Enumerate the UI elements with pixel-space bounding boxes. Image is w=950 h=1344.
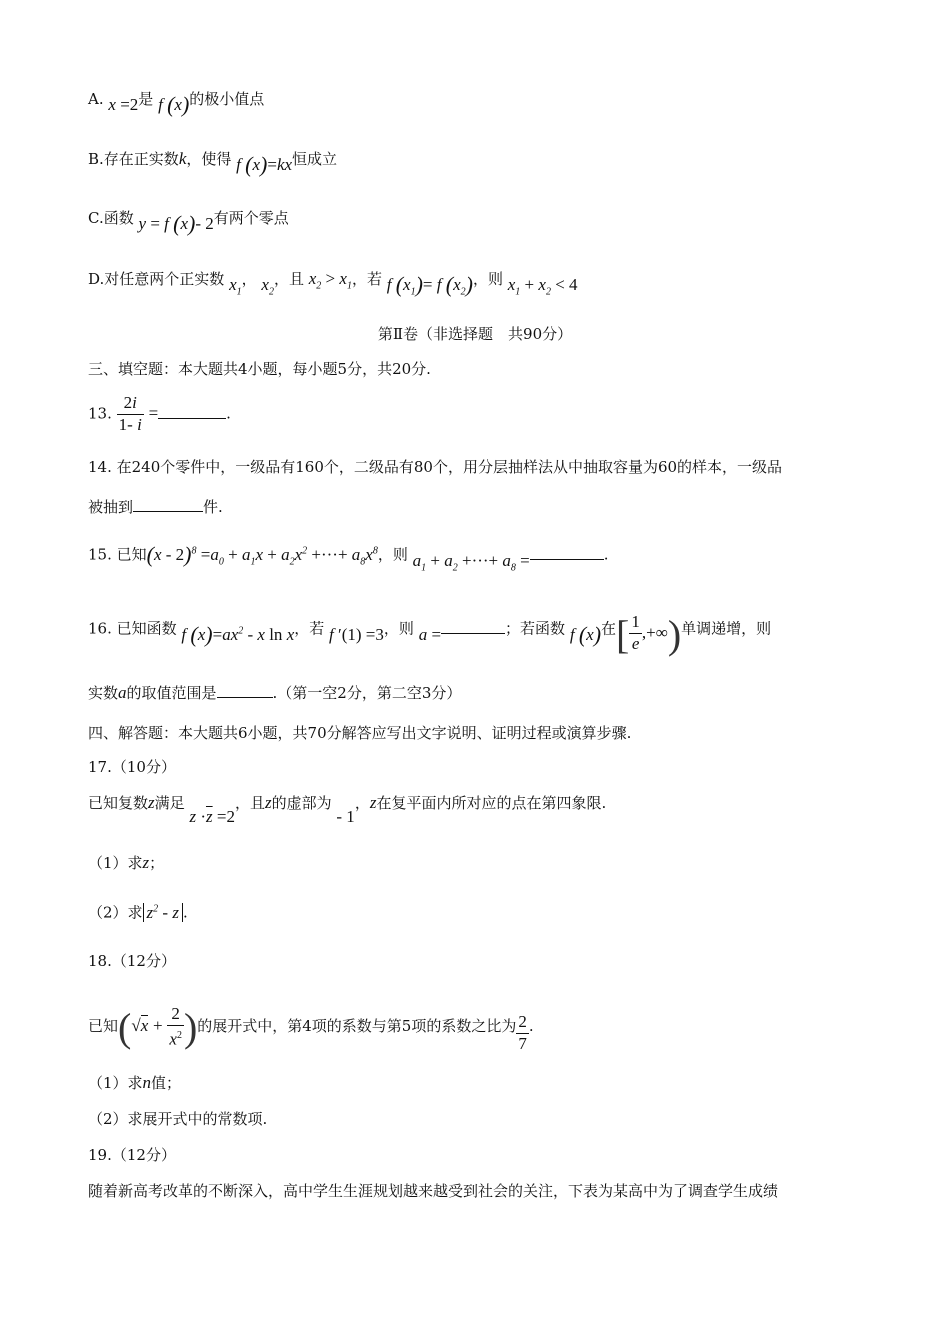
option-a: A. x =2是 f (x)的极小值点 [88, 90, 265, 117]
answer-blank[interactable] [158, 404, 226, 419]
math-fprime-1-eq-3: f ′(1) =3 [329, 624, 384, 644]
math-x1-plus-x2-lt-4: $x_1 + x_2 < 4$ [507, 275, 578, 298]
question-16-line2: 实数a的取值范围是 .（第一空2分，第二空3分） [88, 683, 462, 702]
option-b: B.存在正实数k，使得 f (x)=kx恒成立 [88, 149, 338, 177]
math-y-fx-minus-2: y = f (x)- 2 [138, 211, 214, 236]
math-fx1-eq-fx2: f $(x_1)= f$ $(x_2)$ [386, 272, 473, 298]
answer-blank[interactable] [530, 545, 604, 560]
math-fx-eq-ax2-minus-xlnx: f $(x)=ax^2 - x$ ln x [181, 621, 295, 647]
section-4-heading: 四、解答题：本大题共6小题，共70分解答应写出文字说明、证明过程或演算步骤. [88, 724, 632, 742]
math-fx-eq-kx: f (x)=kx [236, 152, 293, 177]
answer-blank[interactable] [133, 497, 203, 512]
question-18-header: 18.（12分） [88, 952, 176, 970]
math-fx: f (x) [158, 92, 190, 117]
math-sum-a1-to-a8: $a_1 + a_2$ +···+ $a_8$ = [412, 550, 530, 574]
section-3-heading: 三、填空题：本大题共4小题，每小题5分，共20分. [88, 360, 431, 378]
math-abs-z2-minus-z: $z^2$ - z [143, 903, 183, 922]
math-z-zbar-eq-2: $z \cdot\overline{z} =2$ [189, 807, 235, 826]
math-binomial-expansion: $(x - 2)^8 =a_0 + a_1x + a_2x^2$ +···+ $a_8x^8$ [146, 541, 378, 568]
question-17-body: 已知复数z满足 $z \cdot\overline{z} =2$，且z的虚部为 - 1，z在复平面内所对应的点在第四象限. [88, 793, 607, 826]
question-17-part2: （2）求 $z^2$ - z . [88, 902, 188, 922]
math-x2: $x_2$ [261, 275, 274, 298]
math-fraction-2i-over-1-minus-i: $\frac{2i}{1- i}$ [118, 393, 142, 434]
question-13: 13. $\frac{2i}{1- i}$ = . [88, 393, 231, 434]
question-19-line1: 随着新高考改革的不断深入，高中学生生涯规划越来越受到社会的关注，下表为某高中为了调查学生成绩 [88, 1182, 779, 1200]
question-19-header: 19.（12分） [88, 1146, 176, 1164]
answer-blank[interactable] [217, 683, 273, 698]
option-c: C.函数 y = f (x)- 2有两个零点 [88, 209, 289, 236]
section-ii-title: 第Ⅱ卷（非选择题 共90分） [377, 325, 573, 343]
question-17-part1: （1）求z； [88, 853, 165, 872]
math-x1: $x_1$ [229, 275, 242, 298]
math-a-eq: a = [418, 624, 442, 644]
answer-blank[interactable] [441, 619, 505, 634]
math-x-eq-2: x =2 [108, 95, 139, 114]
math-minus-1: - 1 [336, 807, 355, 826]
math-interval-1-over-e-to-inf: [ $\frac{1}{e}$ ,+∞) [616, 611, 682, 657]
math-sqrtx-plus-2-over-x2: (√x + $\frac{2}{x^2}$ ) [118, 1004, 198, 1051]
math-x2-gt-x1: $x_2 > x_1$ [308, 269, 352, 292]
question-18-part1: （1）求n值； [88, 1073, 182, 1092]
question-15: 15. 已知$(x - 2)^8 =a_0 + a_1x + a_2x^2$ +···+ $a_8x^8$，则 $a_1 + a_2$ +···+ $a_8$ = . [88, 541, 609, 574]
option-d: D.对任意两个正实数 $x_1$， $x_2$，且 $x_2 > x_1$，若 f $(x_1)= f$ $(x_2)$，则 $x_1 + x_2 < 4$ [88, 269, 578, 298]
question-17-header: 17.（10分） [88, 758, 176, 776]
math-fx: f (x) [569, 621, 602, 647]
question-18-part2: （2）求展开式中的常数项. [88, 1110, 268, 1128]
question-18-body: 已知(√x + $\frac{2}{x^2}$ )的展开式中，第4项的系数与第5项的系数之比为 $\frac{2}{7}$ . [88, 1004, 534, 1053]
question-14-line1: 14. 在240个零件中，一级品有160个，二级品有80个，用分层抽样法从中抽取容量为60的样本，一级品 [88, 458, 783, 476]
math-a: a [118, 683, 127, 702]
math-fraction-2-over-7: $\frac{2}{7}$ [518, 1011, 527, 1053]
question-14-line2: 被抽到 件. [88, 498, 223, 516]
question-16-line1: 16. 已知函数 f $(x)=ax^2 - x$ ln x，若 f ′(1) =3，则 a = ；若函数 f (x)在[ $\frac{1}{e}$ ,+∞)单调递增，则 [88, 611, 772, 657]
